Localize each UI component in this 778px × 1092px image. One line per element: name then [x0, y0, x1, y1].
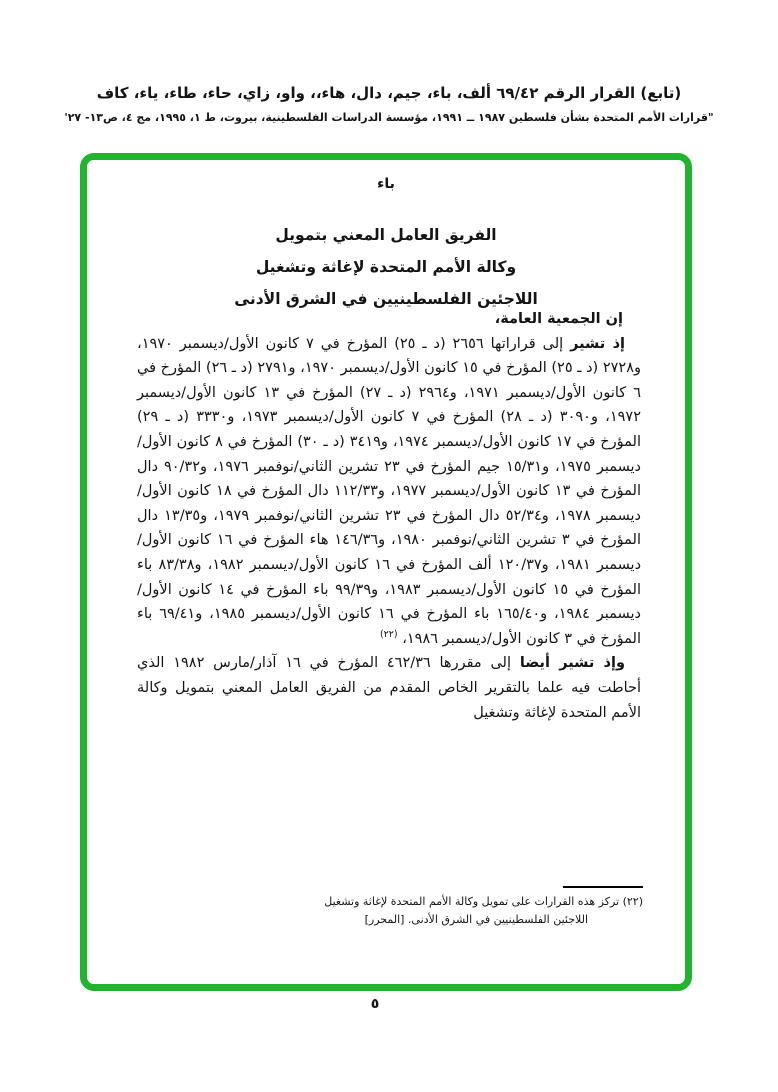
paragraph-preamble-opening: إن الجمعية العامة،	[494, 311, 623, 327]
source-citation-line: "قرارات الأمم المتحدة بشأن فلسطين ١٩٨٧ ــ ١٩٩١، مؤسسة الدراسات الفلسطينية، بيروت، ط ١، ١٩٩٥، مج ٤، ص١٣- ٢٧'	[64, 111, 714, 124]
footnote-marker: (٢٢)	[622, 895, 643, 908]
page-number: ٥	[370, 996, 380, 1012]
resolution-body	[137, 307, 641, 725]
title-line-2: وكالة الأمم المتحدة لإغاثة وتشغيل	[255, 258, 517, 276]
clause-lead-recalling: إذ تشير	[570, 335, 625, 352]
paragraph-recalling-resolutions	[137, 332, 641, 652]
footnote-separator-rule	[563, 886, 643, 888]
clause-text-recalling-also: إلى مقررها ٤٦٢/٣٦ المؤرخ في ١٦ آذار/مارس ١٩٨٢ الذي أحاطت فيه علما بالتقرير الخاص المقدم من الفريق العامل المعني بتمويل وكالة الأمم المتحدة لإغاثة وتشغيل	[137, 655, 641, 721]
title-line-3: اللاجئين الفلسطينيين في الشرق الأدنى	[234, 290, 538, 308]
footnote-text: تركز هذه القرارات على تمويل وكالة الأمم المتحدة لإغاثة وتشغيل اللاجئين الفلسطينيين في الشرق الأدنى. [المحرر]	[324, 895, 623, 926]
footnote-reference-22: (٢٢)	[379, 628, 398, 640]
page-header	[0, 84, 778, 124]
document-title	[80, 219, 692, 315]
clause-lead-recalling-also: وإذ تشير أيضا	[519, 655, 625, 672]
resolution-citation-line: (تابع) القرار الرقم ٦٩/٤٢ ألف، باء، جيم، دال، هاء،، واو، زاي، حاء، طاء، ياء، كاف	[96, 84, 682, 102]
title-line-1: الفريق العامل المعني بتمويل	[275, 226, 497, 244]
footnote-22	[298, 893, 643, 929]
paragraph-recalling-decision	[137, 651, 641, 725]
section-letter: باء	[377, 176, 395, 192]
clause-text-recalling: إلى قراراتها ٢٦٥٦ (د ـ ٢٥) المؤرخ في ٧ كانون الأول/ديسمبر ١٩٧٠، و٢٧٢٨ (د ـ ٢٥) المؤرخ في ١٥ كانون الأول/ديسمبر ١٩٧٠، و٢٧٩١ (د ـ ٢٦) المؤرخ في ٦ كانون الأول/ديسمبر ١٩٧١، و٢٩٦٤ (د ـ ٢٧) المؤرخ في ١٣ كانون الأول/ديسمبر ١٩٧٢، و٣٠٩٠ (د ـ ٢٨) المؤرخ في ٧ كانون الأول/ديسمبر ١٩٧٣، و٣٣٣٠ (د ـ ٢٩) المؤرخ في ١٧ كانون الأول/ديسمبر ١٩٧٤، و٣٤١٩ (د ـ ٣٠) المؤرخ في ٨ كانون الأول/ديسمبر ١٩٧٥، و١٥/٣١ جيم المؤرخ في ٢٣ تشرين الثاني/نوفمبر ١٩٧٦، و٩٠/٣٢ دال المؤرخ في ١٣ كانون الأول/ديسمبر ١٩٧٧، و١١٢/٣٣ دال المؤرخ في ١٨ كانون الأول/ديسمبر ١٩٧٨، و٥٢/٣٤ دال المؤرخ في ٢٣ تشرين الثاني/نوفمبر ١٩٧٩، و١٣/٣٥ دال المؤرخ في ٣ تشرين الثاني/نوفمبر ١٩٨٠، و١٤٦/٣٦ هاء المؤرخ في ١٦ كانون الأول/ديسمبر ١٩٨١، و١٢٠/٣٧ ألف المؤرخ في ١٦ كانون الأول/ديسمبر ١٩٨٢، و٨٣/٣٨ باء المؤرخ في ١٥ كانون الأول/ديسمبر ١٩٨٣، و٩٩/٣٩ باء المؤرخ في ١٤ كانون الأول/ديسمبر ١٩٨٤، و١٦٥/٤٠ باء المؤرخ في ١٦ كانون الأول/ديسمبر ١٩٨٥، و٦٩/٤١ باء المؤرخ في ٣ كانون الأول/ديسمبر ١٩٨٦،	[137, 335, 642, 647]
